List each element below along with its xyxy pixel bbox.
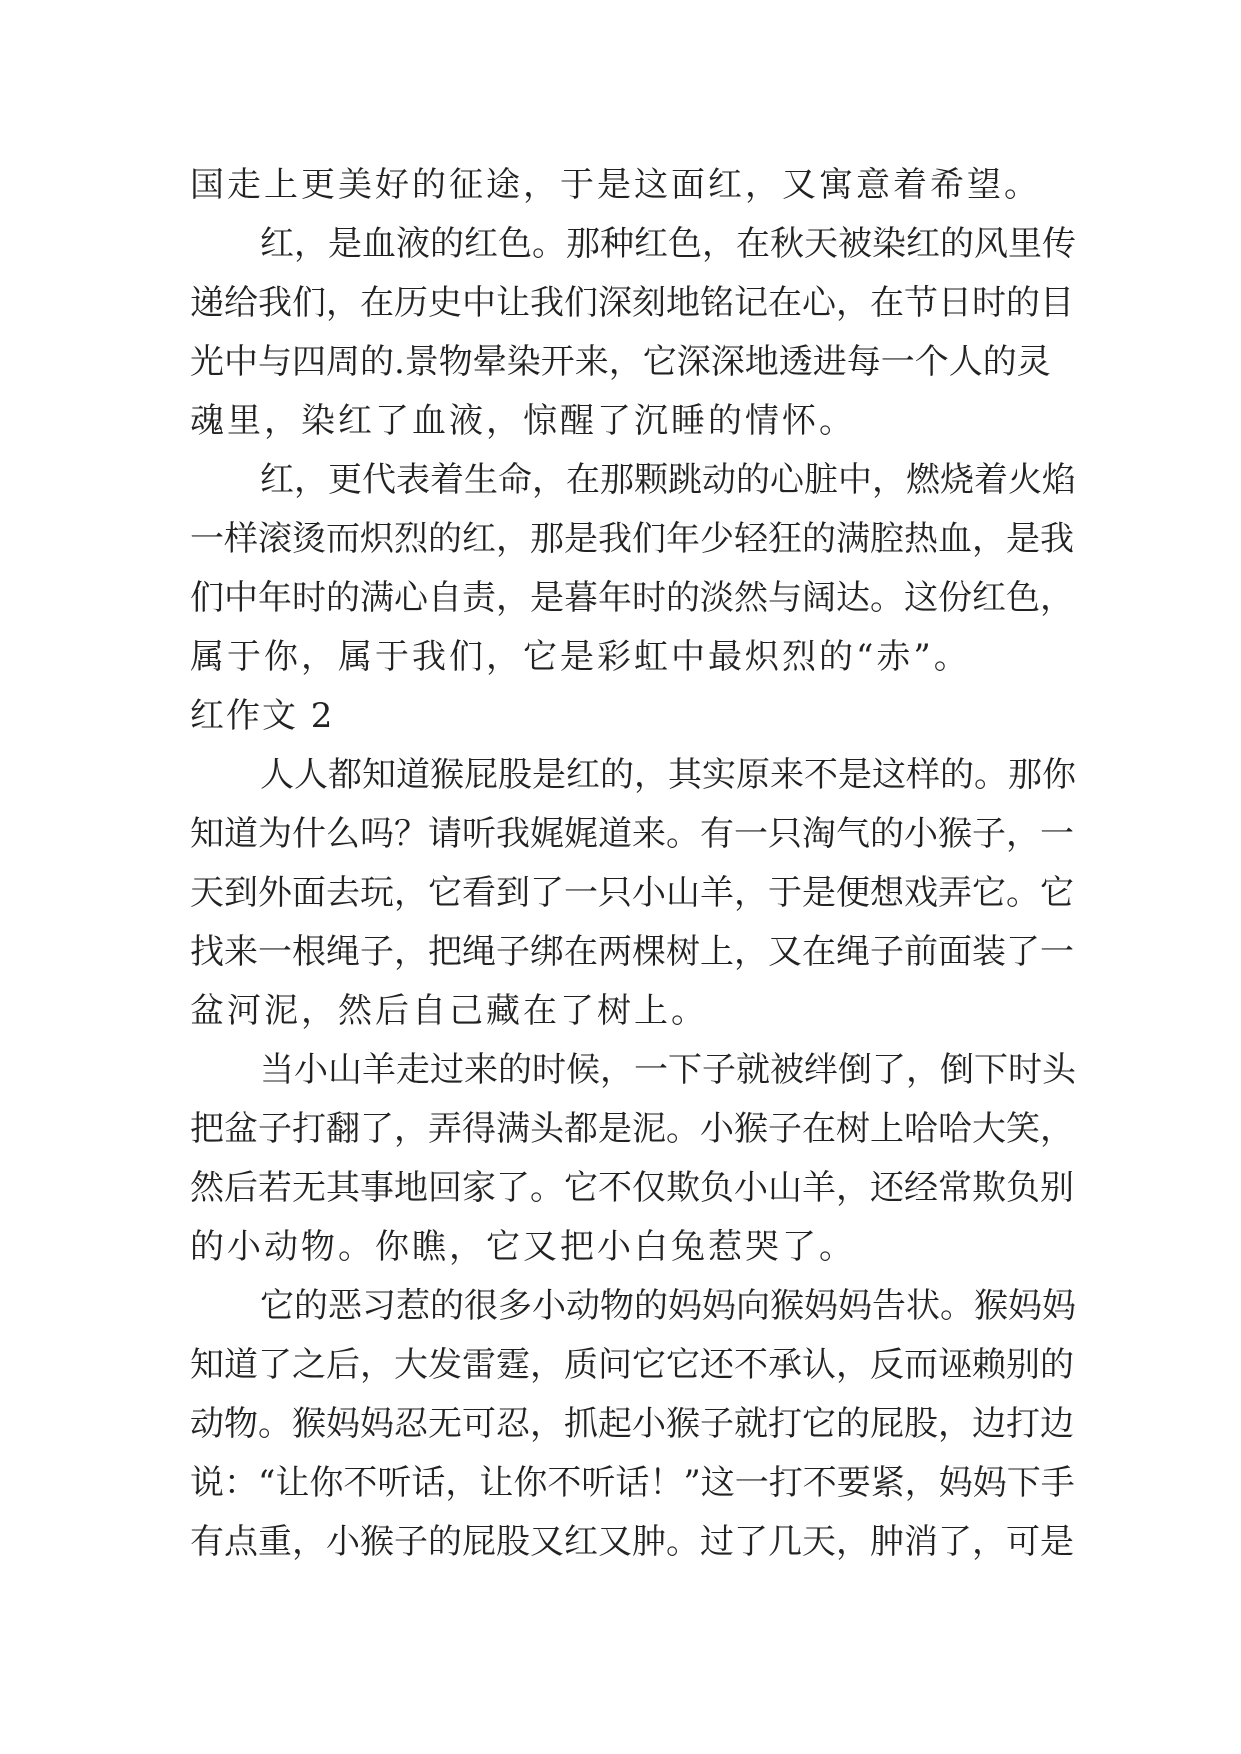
- text-line: 天到外面去玩，它看到了一只小山羊，于是便想戏弄它。它: [190, 873, 1074, 913]
- text-line: 递给我们，在历史中让我们深刻地铭记在心，在节日时的目: [190, 283, 1074, 323]
- text-line: 它的恶习惹的很多小动物的妈妈向猴妈妈告状。猴妈妈: [260, 1286, 1076, 1326]
- text-line: 把盆子打翻了，弄得满头都是泥。小猴子在树上哈哈大笑，: [190, 1109, 1074, 1149]
- text-line: 们中年时的满心自责，是暮年时的淡然与阔达。这份红色，: [190, 578, 1074, 618]
- text-line: 知道为什么吗？请听我娓娓道来。有一只淘气的小猴子，一: [190, 814, 1074, 854]
- text-line: 魂里，染红了血液，惊醒了沉睡的情怀。: [190, 401, 856, 441]
- text-line: 动物。猴妈妈忍无可忍，抓起小猴子就打它的屁股，边打边: [190, 1404, 1074, 1444]
- text-line: 国走上更美好的征途，于是这面红，又寓意着希望。: [190, 165, 1041, 205]
- text-line: 有点重，小猴子的屁股又红又肿。过了几天，肿消了，可是: [190, 1522, 1074, 1562]
- text-line: 然后若无其事地回家了。它不仅欺负小山羊，还经常欺负别: [190, 1168, 1074, 1208]
- section-heading: 红作文 2: [190, 696, 335, 736]
- text-line: 光中与四周的.景物晕染开来，它深深地透进每一个人的灵: [190, 342, 1051, 382]
- text-line: 盆河泥，然后自己藏在了树上。: [190, 991, 708, 1031]
- document-body: [190, 156, 1076, 1572]
- text-line: 红，更代表着生命，在那颗跳动的心脏中，燃烧着火焰: [260, 460, 1076, 500]
- text-line: 人人都知道猴屁股是红的，其实原来不是这样的。那你: [260, 755, 1076, 795]
- text-line: 属于你，属于我们，它是彩虹中最炽烈的“赤”。: [190, 637, 971, 677]
- text-line: 找来一根绳子，把绳子绑在两棵树上，又在绳子前面装了一: [190, 932, 1074, 972]
- text-line: 知道了之后，大发雷霆，质问它它还不承认，反而诬赖别的: [190, 1345, 1074, 1385]
- text-line: 的小动物。你瞧，它又把小白兔惹哭了。: [190, 1227, 856, 1267]
- text-line: 当小山羊走过来的时候，一下子就被绊倒了，倒下时头: [260, 1050, 1076, 1090]
- text-line: 红，是血液的红色。那种红色，在秋天被染红的风里传: [260, 224, 1076, 264]
- text-line: 一样滚烫而炽烈的红，那是我们年少轻狂的满腔热血，是我: [190, 519, 1074, 559]
- text-line: 说：“让你不听话，让你不听话！”这一打不要紧，妈妈下手: [190, 1463, 1075, 1503]
